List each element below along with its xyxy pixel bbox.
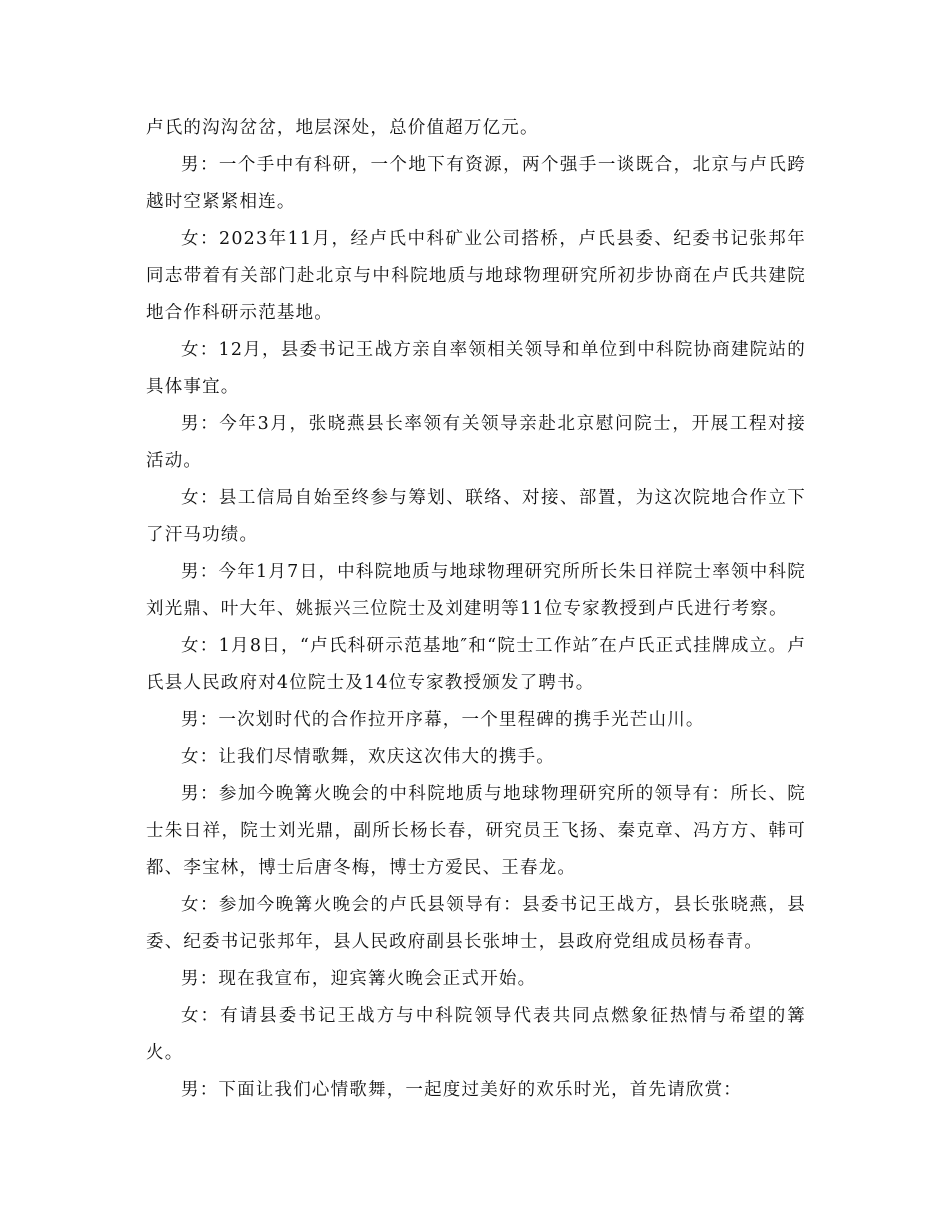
paragraph-3: 女：2023年11月，经卢氏中科矿业公司搭桥，卢氏县委、纪委书记张邦年同志带着有关部门赴北京与中科院地质与地球物理研究所初步协商在卢氏共建院地合作科研示范基地。 <box>146 229 806 323</box>
paragraph-10: 女：让我们尽情歌舞，欢庆这次伟大的携手。 <box>181 747 555 767</box>
paragraph-11: 男：参加今晚篝火晚会的中科院地质与地球物理研究所的领导有：所长、院士朱日祥，院士刘光鼎，副所长杨长春，研究员王飞扬、秦克章、冯方方、韩可都、李宝林，博士后唐冬梅，博士方爱民、王春龙。 <box>146 784 806 878</box>
paragraph-5: 男：今年3月，张晓燕县长率领有关领导亲赴北京慰问院士，开展工程对接活动。 <box>146 414 806 471</box>
paragraph-2: 男：一个手中有科研，一个地下有资源，两个强手一谈既合，北京与卢氏跨越时空紧紧相连。 <box>146 155 806 212</box>
paragraph-13: 男：现在我宣布，迎宾篝火晚会正式开始。 <box>181 969 537 989</box>
paragraph-4: 女：12月，县委书记王战方亲自率领相关领导和单位到中科院协商建院站的具体事宜。 <box>146 340 806 397</box>
paragraph-9: 男：一次划时代的合作拉开序幕，一个里程碑的携手光芒山川。 <box>181 710 705 730</box>
paragraph-6: 女：县工信局自始至终参与筹划、联络、对接、部置，为这次院地合作立下了汗马功绩。 <box>146 488 806 545</box>
paragraph-8: 女：1月8日，“卢氏科研示范基地″和“院士工作站″在卢氏正式挂牌成立。卢氏县人民政府对4位院士及14位专家教授颁发了聘书。 <box>146 636 806 693</box>
paragraph-15: 男：下面让我们心情歌舞，一起度过美好的欢乐时光，首先请欣赏： <box>181 1080 742 1100</box>
paragraph-7: 男：今年1月7日，中科院地质与地球物理研究所所长朱日祥院士率领中科院刘光鼎、叶大年、姚振兴三位院士及刘建明等11位专家教授到卢氏进行考察。 <box>146 562 806 619</box>
paragraph-12: 女：参加今晚篝火晚会的卢氏县领导有：县委书记王战方，县长张晓燕，县委、纪委书记张邦年，县人民政府副县长张坤士，县政府党组成员杨春青。 <box>146 895 806 952</box>
document-body <box>146 110 806 1109</box>
paragraph-1: 卢氏的沟沟岔岔，地层深处，总价值超万亿元。 <box>146 118 539 138</box>
paragraph-14: 女：有请县委书记王战方与中科院领导代表共同点燃象征热情与希望的篝火。 <box>146 1006 806 1063</box>
